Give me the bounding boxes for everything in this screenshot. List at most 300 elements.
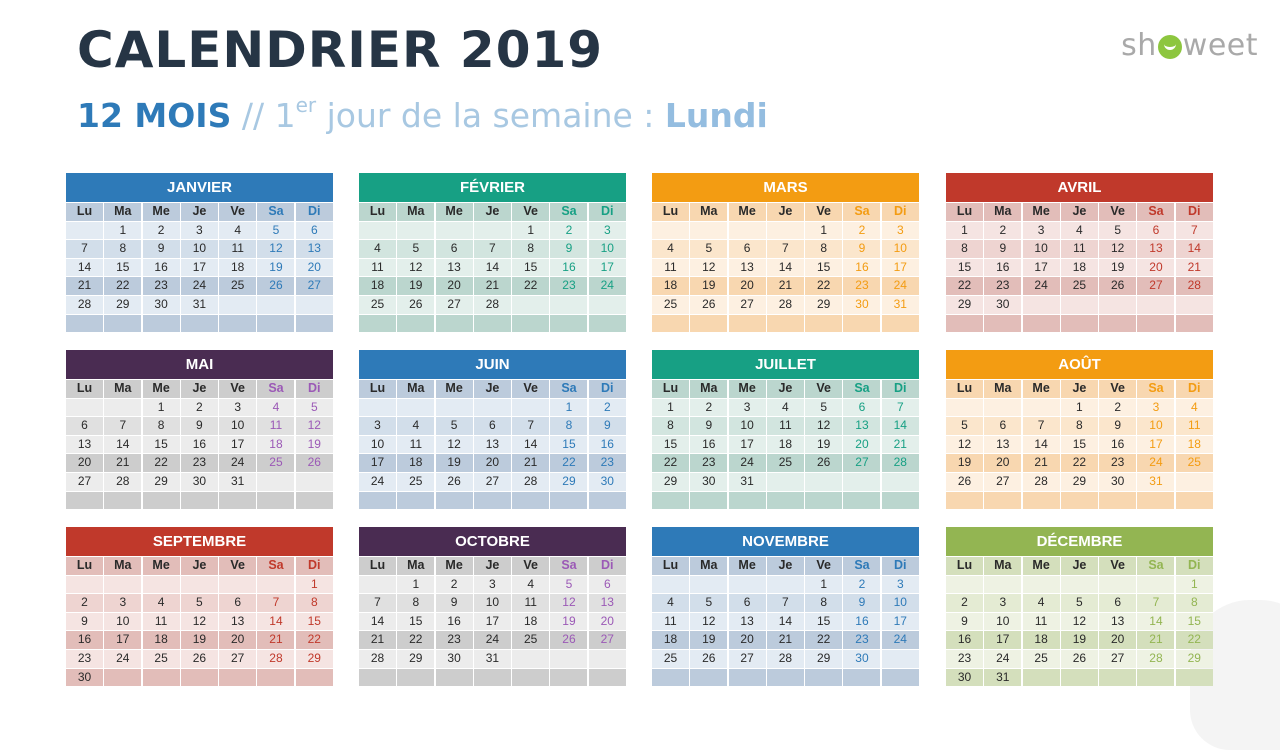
day-cell <box>984 492 1021 510</box>
day-cell: 11 <box>219 240 256 258</box>
day-cell: 27 <box>436 296 473 314</box>
weekday-label: Ve <box>805 557 842 575</box>
weekday-label: Lu <box>946 203 983 221</box>
day-cell: 17 <box>219 436 256 454</box>
week-row <box>359 473 626 491</box>
week-row <box>66 669 333 687</box>
day-cell <box>1061 576 1098 594</box>
day-cell: 12 <box>1099 240 1136 258</box>
day-cell: 30 <box>66 669 103 687</box>
day-cell: 4 <box>652 594 689 612</box>
day-cell: 20 <box>1137 259 1174 277</box>
day-cell: 8 <box>512 240 549 258</box>
month-name: MAI <box>66 350 333 379</box>
day-cell <box>296 492 333 510</box>
day-cell: 27 <box>1137 277 1174 295</box>
day-cell: 10 <box>1023 240 1060 258</box>
weekday-label: Je <box>474 557 511 575</box>
day-cell: 15 <box>397 613 434 631</box>
day-cell: 6 <box>843 399 880 417</box>
day-cell <box>1099 315 1136 333</box>
day-cell: 28 <box>767 650 804 668</box>
day-cell: 9 <box>143 240 180 258</box>
weekday-label: Ve <box>512 557 549 575</box>
week-row <box>946 222 1213 240</box>
day-cell <box>257 576 294 594</box>
weekday-label: Ma <box>397 557 434 575</box>
day-cell: 10 <box>219 417 256 435</box>
weekday-label: Lu <box>652 203 689 221</box>
week-row <box>652 222 919 240</box>
day-cell: 23 <box>181 454 218 472</box>
week-row <box>359 576 626 594</box>
day-cell: 2 <box>436 576 473 594</box>
week-row <box>66 594 333 612</box>
day-cell: 25 <box>652 650 689 668</box>
day-cell: 30 <box>946 669 983 687</box>
day-cell <box>984 315 1021 333</box>
day-cell: 9 <box>984 240 1021 258</box>
day-cell: 28 <box>257 650 294 668</box>
weekday-label: Lu <box>652 557 689 575</box>
day-cell: 21 <box>512 454 549 472</box>
day-cell: 27 <box>729 650 766 668</box>
day-cell <box>652 315 689 333</box>
week-row <box>359 259 626 277</box>
day-cell: 30 <box>436 650 473 668</box>
day-cell <box>181 315 218 333</box>
day-cell <box>1137 669 1174 687</box>
day-cell <box>219 492 256 510</box>
week-row <box>359 492 626 510</box>
week-row <box>359 417 626 435</box>
day-cell: 23 <box>843 277 880 295</box>
day-cell: 15 <box>550 436 587 454</box>
day-cell: 2 <box>1099 399 1136 417</box>
weekday-label: Sa <box>1137 557 1174 575</box>
week-row <box>652 631 919 649</box>
day-cell: 12 <box>805 417 842 435</box>
day-cell: 28 <box>767 296 804 314</box>
day-cell <box>436 222 473 240</box>
day-cell <box>66 399 103 417</box>
day-cell: 7 <box>1137 594 1174 612</box>
day-cell <box>984 576 1021 594</box>
day-cell: 17 <box>474 613 511 631</box>
day-cell: 30 <box>181 473 218 491</box>
day-cell: 20 <box>474 454 511 472</box>
day-cell: 16 <box>1099 436 1136 454</box>
week-row <box>359 240 626 258</box>
weekday-row <box>359 203 626 221</box>
day-cell <box>219 315 256 333</box>
day-cell <box>843 315 880 333</box>
week-row <box>359 277 626 295</box>
day-cell: 4 <box>257 399 294 417</box>
day-cell: 13 <box>729 259 766 277</box>
day-cell: 22 <box>143 454 180 472</box>
day-cell: 3 <box>1023 222 1060 240</box>
day-cell: 10 <box>1137 417 1174 435</box>
weekday-label: Me <box>143 557 180 575</box>
week-row <box>946 492 1213 510</box>
day-cell: 20 <box>296 259 333 277</box>
day-cell <box>66 222 103 240</box>
day-cell: 2 <box>843 576 880 594</box>
day-cell: 18 <box>1023 631 1060 649</box>
weekday-label: Me <box>729 203 766 221</box>
day-cell <box>589 315 626 333</box>
day-cell <box>589 296 626 314</box>
day-cell: 2 <box>984 222 1021 240</box>
day-cell: 18 <box>359 277 396 295</box>
weekday-label: Lu <box>66 380 103 398</box>
day-cell <box>652 669 689 687</box>
day-cell: 4 <box>219 222 256 240</box>
week-row <box>946 473 1213 491</box>
day-cell: 16 <box>181 436 218 454</box>
day-cell: 7 <box>257 594 294 612</box>
day-cell: 20 <box>219 631 256 649</box>
day-cell: 23 <box>143 277 180 295</box>
day-cell <box>66 492 103 510</box>
day-cell: 6 <box>219 594 256 612</box>
month-6 <box>359 350 626 509</box>
weekday-label: Di <box>296 203 333 221</box>
day-cell <box>652 576 689 594</box>
day-cell: 26 <box>257 277 294 295</box>
day-cell: 3 <box>729 399 766 417</box>
subtitle-months: 12 MOIS <box>77 96 232 135</box>
day-cell: 29 <box>550 473 587 491</box>
week-row <box>359 315 626 333</box>
day-cell: 9 <box>181 417 218 435</box>
week-row <box>652 650 919 668</box>
weekday-label: Lu <box>652 380 689 398</box>
day-cell: 19 <box>690 277 727 295</box>
month-name: DÉCEMBRE <box>946 527 1213 556</box>
week-row <box>359 631 626 649</box>
day-cell: 1 <box>652 399 689 417</box>
day-cell: 8 <box>1061 417 1098 435</box>
day-cell <box>143 576 180 594</box>
day-cell: 4 <box>397 417 434 435</box>
day-cell: 17 <box>104 631 141 649</box>
day-cell: 3 <box>882 222 919 240</box>
weekday-label: Ma <box>397 203 434 221</box>
day-cell: 5 <box>397 240 434 258</box>
day-cell: 29 <box>104 296 141 314</box>
day-cell: 14 <box>359 613 396 631</box>
day-cell <box>397 399 434 417</box>
day-cell <box>690 576 727 594</box>
day-cell <box>690 669 727 687</box>
day-cell: 14 <box>1023 436 1060 454</box>
day-cell: 12 <box>550 594 587 612</box>
day-cell: 30 <box>143 296 180 314</box>
day-cell: 3 <box>474 576 511 594</box>
day-cell: 28 <box>104 473 141 491</box>
weekday-label: Me <box>436 203 473 221</box>
day-cell: 4 <box>143 594 180 612</box>
day-cell: 7 <box>104 417 141 435</box>
day-cell: 4 <box>512 576 549 594</box>
weekday-label: Ma <box>104 203 141 221</box>
day-cell: 7 <box>882 399 919 417</box>
day-cell: 11 <box>143 613 180 631</box>
week-row <box>652 399 919 417</box>
day-cell: 12 <box>257 240 294 258</box>
day-cell: 24 <box>589 277 626 295</box>
day-cell <box>359 315 396 333</box>
day-cell: 5 <box>690 240 727 258</box>
week-row <box>66 315 333 333</box>
subtitle-day: Lundi <box>664 96 768 135</box>
week-row <box>652 594 919 612</box>
weekday-label: Je <box>181 557 218 575</box>
day-cell: 30 <box>843 296 880 314</box>
day-cell: 9 <box>843 594 880 612</box>
day-cell: 6 <box>984 417 1021 435</box>
day-cell: 5 <box>946 417 983 435</box>
month-7 <box>652 350 919 509</box>
weekday-label: Ma <box>104 557 141 575</box>
week-row <box>946 650 1213 668</box>
day-cell <box>1023 315 1060 333</box>
day-cell: 26 <box>296 454 333 472</box>
day-cell: 21 <box>359 631 396 649</box>
day-cell: 18 <box>1176 436 1213 454</box>
day-cell <box>767 492 804 510</box>
day-cell <box>257 492 294 510</box>
week-row <box>946 436 1213 454</box>
weekday-label: Sa <box>843 203 880 221</box>
day-cell <box>359 669 396 687</box>
day-cell: 25 <box>1061 277 1098 295</box>
day-cell: 11 <box>512 594 549 612</box>
day-cell <box>882 650 919 668</box>
day-cell: 30 <box>690 473 727 491</box>
weekday-label: Me <box>1023 557 1060 575</box>
day-cell: 1 <box>512 222 549 240</box>
week-row <box>652 454 919 472</box>
day-cell: 27 <box>1099 650 1136 668</box>
day-cell: 8 <box>946 240 983 258</box>
day-cell <box>843 669 880 687</box>
week-row <box>946 240 1213 258</box>
day-cell: 7 <box>512 417 549 435</box>
day-cell: 23 <box>946 650 983 668</box>
page-title: CALENDRIER 2019 <box>77 21 604 79</box>
day-cell <box>359 576 396 594</box>
day-cell: 9 <box>946 613 983 631</box>
day-cell <box>359 222 396 240</box>
day-cell: 14 <box>1137 613 1174 631</box>
day-cell: 26 <box>1061 650 1098 668</box>
day-cell: 6 <box>436 240 473 258</box>
day-cell: 11 <box>1061 240 1098 258</box>
day-cell <box>1023 669 1060 687</box>
day-cell <box>104 315 141 333</box>
day-cell: 29 <box>1176 650 1213 668</box>
day-cell: 26 <box>550 631 587 649</box>
day-cell: 14 <box>882 417 919 435</box>
day-cell: 29 <box>296 650 333 668</box>
day-cell: 26 <box>436 473 473 491</box>
day-cell: 15 <box>805 613 842 631</box>
day-cell: 13 <box>219 613 256 631</box>
day-cell: 3 <box>589 222 626 240</box>
week-row <box>946 399 1213 417</box>
day-cell: 4 <box>767 399 804 417</box>
week-row <box>66 399 333 417</box>
day-cell: 16 <box>550 259 587 277</box>
day-cell <box>143 492 180 510</box>
weekday-label: Me <box>436 380 473 398</box>
day-cell <box>729 315 766 333</box>
month-name: FÉVRIER <box>359 173 626 202</box>
day-cell: 20 <box>984 454 1021 472</box>
day-cell <box>805 492 842 510</box>
day-cell: 18 <box>512 613 549 631</box>
week-row <box>652 669 919 687</box>
day-cell: 28 <box>882 454 919 472</box>
subtitle-separator: // 1 <box>231 96 296 135</box>
day-cell: 14 <box>104 436 141 454</box>
day-cell: 2 <box>690 399 727 417</box>
week-row <box>652 613 919 631</box>
week-row <box>66 576 333 594</box>
day-cell <box>1061 315 1098 333</box>
day-cell: 27 <box>984 473 1021 491</box>
weekday-label: Me <box>143 380 180 398</box>
day-cell <box>1023 296 1060 314</box>
day-cell: 5 <box>550 576 587 594</box>
day-cell: 21 <box>104 454 141 472</box>
day-cell: 2 <box>550 222 587 240</box>
day-cell: 28 <box>474 296 511 314</box>
week-row <box>652 417 919 435</box>
day-cell: 21 <box>1023 454 1060 472</box>
day-cell: 22 <box>1061 454 1098 472</box>
day-cell <box>296 669 333 687</box>
week-row <box>66 436 333 454</box>
month-1 <box>66 173 333 332</box>
weekday-row <box>946 380 1213 398</box>
day-cell <box>66 576 103 594</box>
day-cell: 11 <box>652 613 689 631</box>
day-cell <box>843 473 880 491</box>
day-cell <box>946 492 983 510</box>
day-cell: 26 <box>805 454 842 472</box>
day-cell <box>589 669 626 687</box>
day-cell: 23 <box>589 454 626 472</box>
subtitle-superscript: er <box>295 93 317 117</box>
day-cell: 13 <box>66 436 103 454</box>
day-cell: 28 <box>512 473 549 491</box>
day-cell: 20 <box>729 631 766 649</box>
month-name: AOÛT <box>946 350 1213 379</box>
day-cell: 4 <box>652 240 689 258</box>
day-cell <box>397 669 434 687</box>
day-cell <box>652 492 689 510</box>
day-cell <box>652 222 689 240</box>
week-row <box>66 222 333 240</box>
day-cell <box>143 315 180 333</box>
day-cell: 19 <box>946 454 983 472</box>
day-cell: 18 <box>143 631 180 649</box>
day-cell: 6 <box>589 576 626 594</box>
day-cell <box>1061 669 1098 687</box>
week-row <box>359 454 626 472</box>
day-cell: 25 <box>1023 650 1060 668</box>
day-cell: 16 <box>946 631 983 649</box>
day-cell: 14 <box>474 259 511 277</box>
day-cell: 9 <box>690 417 727 435</box>
weekday-label: Ma <box>397 380 434 398</box>
day-cell: 29 <box>397 650 434 668</box>
weekday-label: Di <box>1176 557 1213 575</box>
brand-smile-icon <box>1158 35 1182 59</box>
weekday-label: Ve <box>805 203 842 221</box>
day-cell: 27 <box>296 277 333 295</box>
day-cell: 20 <box>436 277 473 295</box>
day-cell <box>181 669 218 687</box>
day-cell: 14 <box>66 259 103 277</box>
day-cell: 20 <box>1099 631 1136 649</box>
day-cell: 19 <box>296 436 333 454</box>
weekday-label: Ve <box>1099 557 1136 575</box>
day-cell: 22 <box>805 631 842 649</box>
day-cell <box>767 222 804 240</box>
day-cell: 25 <box>1176 454 1213 472</box>
day-cell: 31 <box>1137 473 1174 491</box>
day-cell: 17 <box>359 454 396 472</box>
weekday-label: Je <box>767 203 804 221</box>
day-cell <box>1099 296 1136 314</box>
day-cell: 31 <box>882 296 919 314</box>
day-cell <box>104 399 141 417</box>
week-row <box>946 576 1213 594</box>
day-cell: 24 <box>729 454 766 472</box>
day-cell: 10 <box>589 240 626 258</box>
week-row <box>66 631 333 649</box>
day-cell <box>219 296 256 314</box>
day-cell: 22 <box>946 277 983 295</box>
day-cell: 1 <box>805 222 842 240</box>
day-cell: 22 <box>805 277 842 295</box>
day-cell: 15 <box>652 436 689 454</box>
day-cell: 7 <box>359 594 396 612</box>
week-row <box>946 296 1213 314</box>
day-cell <box>843 492 880 510</box>
day-cell <box>219 669 256 687</box>
weekday-label: Je <box>474 380 511 398</box>
weekday-label: Je <box>181 380 218 398</box>
day-cell: 10 <box>474 594 511 612</box>
day-cell: 14 <box>767 259 804 277</box>
weekday-label: Di <box>589 203 626 221</box>
day-cell: 2 <box>946 594 983 612</box>
day-cell <box>1137 492 1174 510</box>
day-cell: 16 <box>843 259 880 277</box>
month-5 <box>66 350 333 509</box>
weekday-label: Ma <box>984 203 1021 221</box>
day-cell <box>436 492 473 510</box>
day-cell: 4 <box>359 240 396 258</box>
day-cell <box>690 222 727 240</box>
day-cell: 13 <box>984 436 1021 454</box>
